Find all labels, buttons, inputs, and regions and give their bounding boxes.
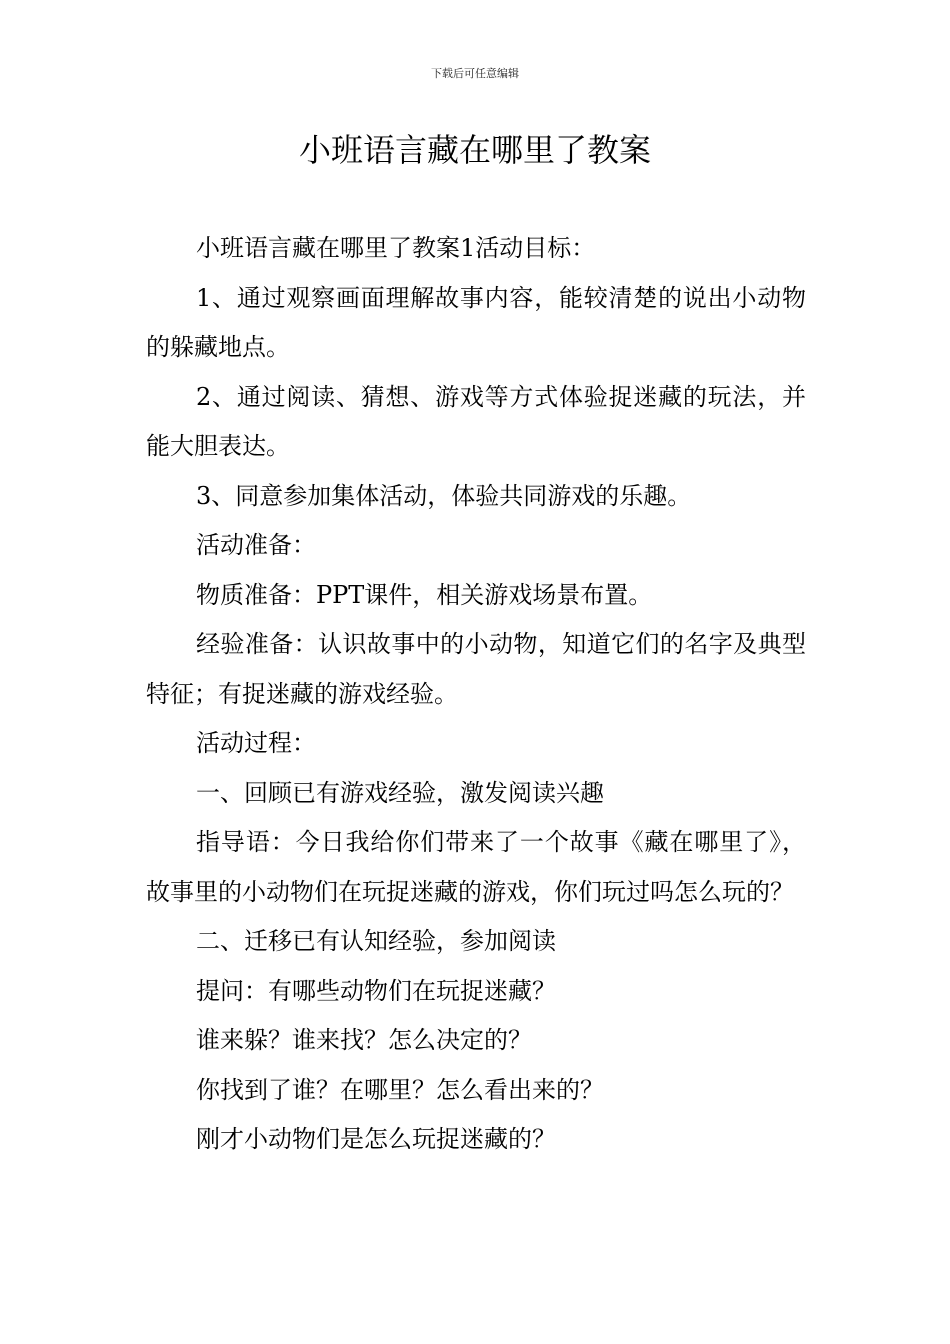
paragraph-step-2: 二、迁移已有认知经验，参加阅读 <box>196 927 556 955</box>
paragraph-question-3: 你找到了谁？在哪里？怎么看出来的？ <box>196 1075 604 1104</box>
header-note: 下载后可任意编辑 <box>431 67 519 80</box>
paragraph-preparation-heading: 活动准备： <box>196 531 316 559</box>
paragraph-material-preparation: 物质准备：PPT课件，相关游戏场景布置。 <box>196 580 653 609</box>
paragraph-goal-2: 2、通过阅读、猜想、游戏等方式体验捉迷藏的玩法，并能大胆表达。 <box>146 382 806 460</box>
paragraph-goal-3: 3、同意参加集体活动，体验共同游戏的乐趣。 <box>196 481 692 510</box>
paragraph-step-1: 一、回顾已有游戏经验，激发阅读兴趣 <box>196 778 604 807</box>
paragraph-question-1: 提问：有哪些动物们在玩捉迷藏？ <box>196 976 556 1005</box>
paragraph-section-heading: 小班语言藏在哪里了教案1活动目标： <box>196 234 596 262</box>
paragraph-guidance: 指导语：今日我给你们带来了一个故事《藏在哪里了》，故事里的小动物们在玩捉迷藏的游戏，你们玩过吗怎么玩的？ <box>146 828 806 906</box>
paragraph-process-heading: 活动过程： <box>196 729 316 757</box>
paragraph-experience-preparation: 经验准备：认识故事中的小动物，知道它们的名字及典型特征；有捉迷藏的游戏经验。 <box>146 630 806 708</box>
document-title: 小班语言藏在哪里了教案 <box>298 131 651 169</box>
paragraph-question-2: 谁来躲？谁来找？怎么决定的？ <box>196 1026 532 1054</box>
document-body <box>146 224 806 1165</box>
paragraph-goal-1: 1、通过观察画面理解故事内容，能较清楚的说出小动物的躲藏地点。 <box>146 283 806 361</box>
paragraph-question-4: 刚才小动物们是怎么玩捉迷藏的？ <box>196 1125 556 1153</box>
